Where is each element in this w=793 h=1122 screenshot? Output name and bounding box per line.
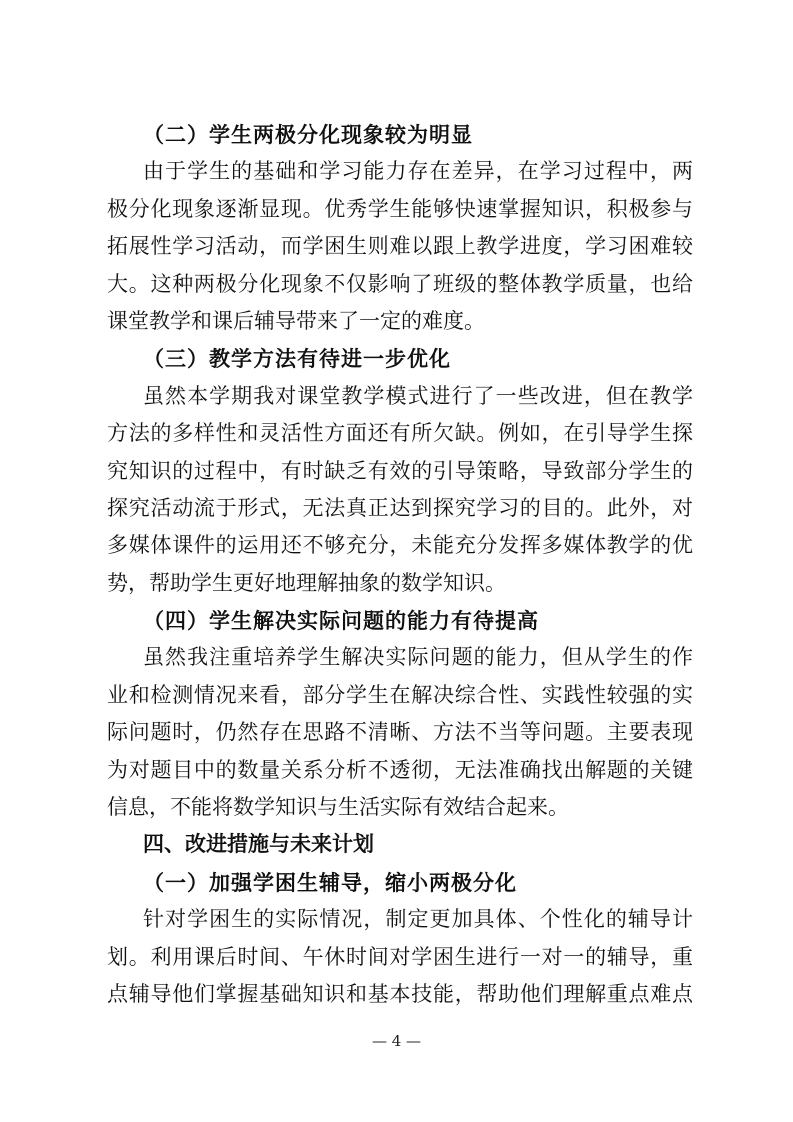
paragraph-line: 划。利用课后时间、午休时间对学困生进行一对一的辅导，重 xyxy=(107,944,693,969)
paragraph-line: 课堂教学和课后辅导带来了一定的难度。 xyxy=(107,308,485,333)
paragraph-line: 为对题目中的数量关系分析不透彻，无法准确找出解题的关键 xyxy=(107,757,693,782)
paragraph-line: 虽然本学期我对课堂教学模式进行了一些改进，但在教学 xyxy=(143,383,693,408)
document-body xyxy=(107,116,693,1013)
page-number: — 4 — xyxy=(371,1032,422,1050)
section-subheading: （三）教学方法有待进一步优化 xyxy=(143,346,451,372)
paragraph-line: 由于学生的基础和学习能力存在差异，在学习过程中，两 xyxy=(143,159,693,184)
paragraph-line: 际问题时，仍然存在思路不清晰、方法不当等问题。主要表现 xyxy=(107,720,693,745)
section-subheading: （四）学生解决实际问题的能力有待提高 xyxy=(143,608,539,634)
paragraph-line: 究知识的过程中，有时缺乏有效的引导策略，导致部分学生的 xyxy=(107,458,693,483)
paragraph-line: 业和检测情况来看，部分学生在解决综合性、实践性较强的实 xyxy=(107,682,693,707)
paragraph-line: 大。这种两极分化现象不仅影响了班级的整体教学质量，也给 xyxy=(107,271,693,296)
paragraph-line: 虽然我注重培养学生解决实际问题的能力，但从学生的作 xyxy=(143,645,693,670)
paragraph-line: 方法的多样性和灵活性方面还有所欠缺。例如，在引导学生探 xyxy=(107,421,693,446)
paragraph-line: 多媒体课件的运用还不够充分，未能充分发挥多媒体教学的优 xyxy=(107,533,693,558)
paragraph-line: 点辅导他们掌握基础知识和基本技能，帮助他们理解重点难点 xyxy=(107,981,693,1006)
section-heading: 四、改进措施与未来计划 xyxy=(143,832,374,857)
paragraph-line: 信息，不能将数学知识与生活实际有效结合起来。 xyxy=(107,795,569,820)
paragraph-line: 探究活动流于形式，无法真正达到探究学习的目的。此外，对 xyxy=(107,495,693,520)
paragraph-line: 针对学困生的实际情况，制定更加具体、个性化的辅导计 xyxy=(143,907,693,932)
paragraph-line: 极分化现象逐渐显现。优秀学生能够快速掌握知识，积极参与 xyxy=(107,196,693,221)
section-subheading: （一）加强学困生辅导，缩小两极分化 xyxy=(143,869,517,895)
paragraph-line: 势，帮助学生更好地理解抽象的数学知识。 xyxy=(107,570,506,595)
paragraph-line: 拓展性学习活动，而学困生则难以跟上教学进度，学习困难较 xyxy=(107,234,693,259)
section-subheading: （二）学生两极分化现象较为明显 xyxy=(143,122,473,147)
